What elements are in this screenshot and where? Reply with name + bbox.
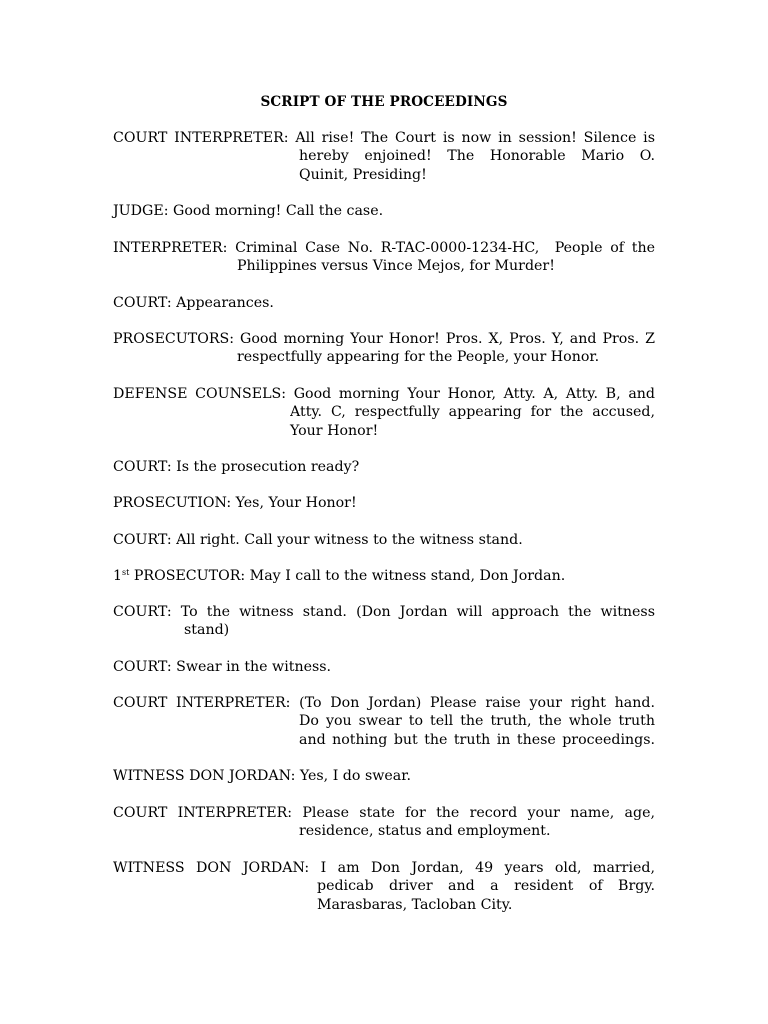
entry-line: COURT INTERPRETER: Please state for the record your name, age, xyxy=(113,805,655,821)
entry-line: COURT: To the witness stand. (Don Jordan will approach the witness xyxy=(113,604,655,620)
entry-line: respectfully appearing for the People, your Honor. xyxy=(237,349,600,366)
script-entry xyxy=(113,694,655,749)
script-entry xyxy=(113,603,655,640)
script-entry xyxy=(113,859,655,914)
entry-line: DEFENSE COUNSELS: Good morning Your Honor, Atty. A, Atty. B, and xyxy=(113,386,655,402)
entry-line: COURT: Swear in the witness. xyxy=(113,659,332,675)
script-entry xyxy=(113,330,655,367)
script-entry xyxy=(113,767,655,785)
script-entry xyxy=(113,658,655,676)
entry-line: JUDGE: Good morning! Call the case. xyxy=(113,203,384,219)
entry-line: COURT: Appearances. xyxy=(113,295,274,311)
entry-line: residence, status and employment. xyxy=(299,823,551,840)
entry-line: PROSECUTION: Yes, Your Honor! xyxy=(113,495,357,511)
script-entry xyxy=(113,294,655,312)
script-entry xyxy=(113,129,655,184)
entry-line: COURT INTERPRETER: All rise! The Court is now in session! Silence is xyxy=(113,130,655,146)
script-entry xyxy=(113,804,655,841)
entry-line: COURT: Is the prosecution ready? xyxy=(113,459,360,475)
entry-line: WITNESS DON JORDAN: I am Don Jordan, 49 years old, married, xyxy=(113,860,655,876)
entry-line: stand) xyxy=(184,622,230,639)
entry-line: Philippines versus Vince Mejos, for Murder! xyxy=(237,258,555,275)
entry-line: COURT: All right. Call your witness to the witness stand. xyxy=(113,532,523,548)
entry-line: Your Honor! xyxy=(290,422,379,439)
script-entry xyxy=(113,385,655,440)
script-entry xyxy=(113,567,655,585)
entry-line: Quinit, Presiding! xyxy=(299,166,427,183)
script-entry xyxy=(113,202,655,220)
entry-line: COURT INTERPRETER: (To Don Jordan) Please raise your right hand. xyxy=(113,695,655,711)
entry-line: PROSECUTORS: Good morning Your Honor! Pros. X, Pros. Y, and Pros. Z xyxy=(113,331,655,347)
entry-line: Marasbaras, Tacloban City. xyxy=(317,896,513,913)
entry-line: INTERPRETER: Criminal Case No. R-TAC-0000-1234-HC, People of the xyxy=(113,240,655,256)
entry-line: hereby enjoined! The Honorable Mario O. xyxy=(299,148,655,165)
entry-line: Do you swear to tell the truth, the whole truth xyxy=(299,713,655,730)
script-entry xyxy=(113,239,655,276)
entry-line: WITNESS DON JORDAN: Yes, I do swear. xyxy=(113,768,411,784)
entry-line: pedicab driver and a resident of Brgy. xyxy=(317,878,655,895)
script-entry xyxy=(113,494,655,512)
entry-line: Atty. C, respectfully appearing for the accused, xyxy=(290,404,655,421)
entry-line: 1st PROSECUTOR: May I call to the witness stand, Don Jordan. xyxy=(113,568,566,584)
script-entry xyxy=(113,458,655,476)
entry-line: and nothing but the truth in these proceedings. xyxy=(299,731,655,748)
script-entry xyxy=(113,531,655,549)
document-title: SCRIPT OF THE PROCEEDINGS xyxy=(260,94,508,110)
